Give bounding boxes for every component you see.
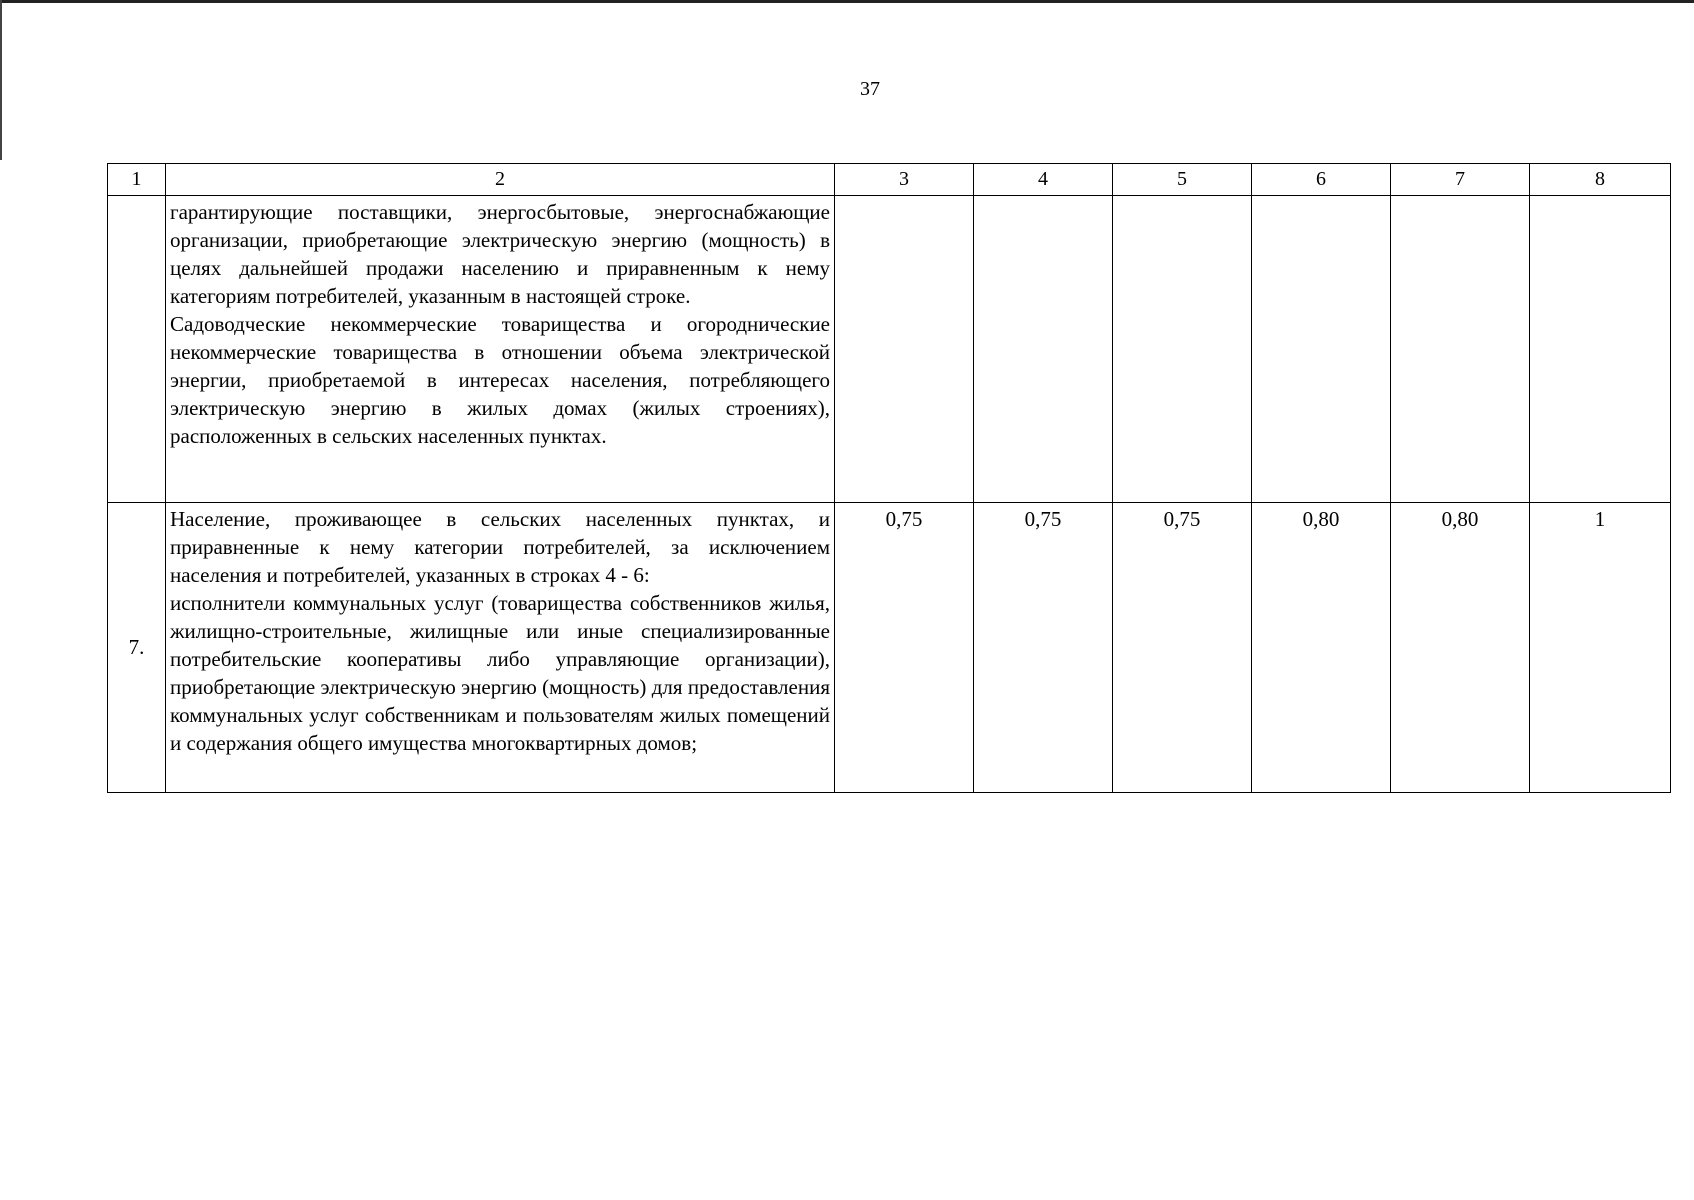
value-col-7: 0,80 <box>1391 503 1530 793</box>
header-col-5: 5 <box>1113 164 1252 196</box>
scan-edge-left <box>0 0 2 160</box>
row-description <box>166 196 835 503</box>
table-row-7 <box>108 503 1671 793</box>
page-number: 37 <box>860 78 880 100</box>
value-col-6 <box>1252 196 1391 503</box>
value-col-5 <box>1113 196 1252 503</box>
scan-edge-top <box>0 0 1694 3</box>
value-col-8 <box>1530 196 1671 503</box>
header-row <box>108 164 1671 196</box>
value-col-4 <box>974 196 1113 503</box>
value-col-7 <box>1391 196 1530 503</box>
value-col-8: 1 <box>1530 503 1671 793</box>
header-col-2: 2 <box>166 164 835 196</box>
tariff-table <box>107 163 1671 793</box>
description-paragraph: гарантирующие поставщики, энергосбытовые, энергоснабжающие организации, приобретающие электрическую энергию (мощность) в целях дальнейшей продажи населению и приравненным к нему категориям потребителей, указанным в настоящей строке. <box>170 200 830 308</box>
value-col-3: 0,75 <box>835 503 974 793</box>
header-col-8: 8 <box>1530 164 1671 196</box>
description-paragraph: Население, проживающее в сельских населенных пунктах, и приравненные к нему категории потребителей, за исключением населения и потребителей, указанных в строках 4 - 6: <box>170 507 830 587</box>
value-col-4: 0,75 <box>974 503 1113 793</box>
description-paragraph: Садоводческие некоммерческие товарищества и огороднические некоммерческие товарищества в отношении объема электрической энергии, приобретаемой в интересах населения, потребляющего электрическую энергию в жилых домах (жилых строениях), расположенных в сельских населенных пунктах. <box>170 312 830 448</box>
header-col-4: 4 <box>974 164 1113 196</box>
table-row-continuation <box>108 196 1671 503</box>
header-col-6: 6 <box>1252 164 1391 196</box>
value-col-5: 0,75 <box>1113 503 1252 793</box>
row-number: 7. <box>108 503 166 793</box>
value-col-3 <box>835 196 974 503</box>
value-col-6: 0,80 <box>1252 503 1391 793</box>
header-col-3: 3 <box>835 164 974 196</box>
row-description <box>166 503 835 793</box>
header-col-7: 7 <box>1391 164 1530 196</box>
header-col-1: 1 <box>108 164 166 196</box>
description-paragraph: исполнители коммунальных услуг (товарищества собственников жилья, жилищно-строительные, жилищные или иные специализированные потребительские кооперативы либо управляющие организации), приобретающие электрическую энергию (мощность) для предоставления коммунальных услуг собственникам и пользователям жилых помещений и содержания общего имущества многоквартирных домов; <box>170 591 830 755</box>
row-number <box>108 196 166 503</box>
